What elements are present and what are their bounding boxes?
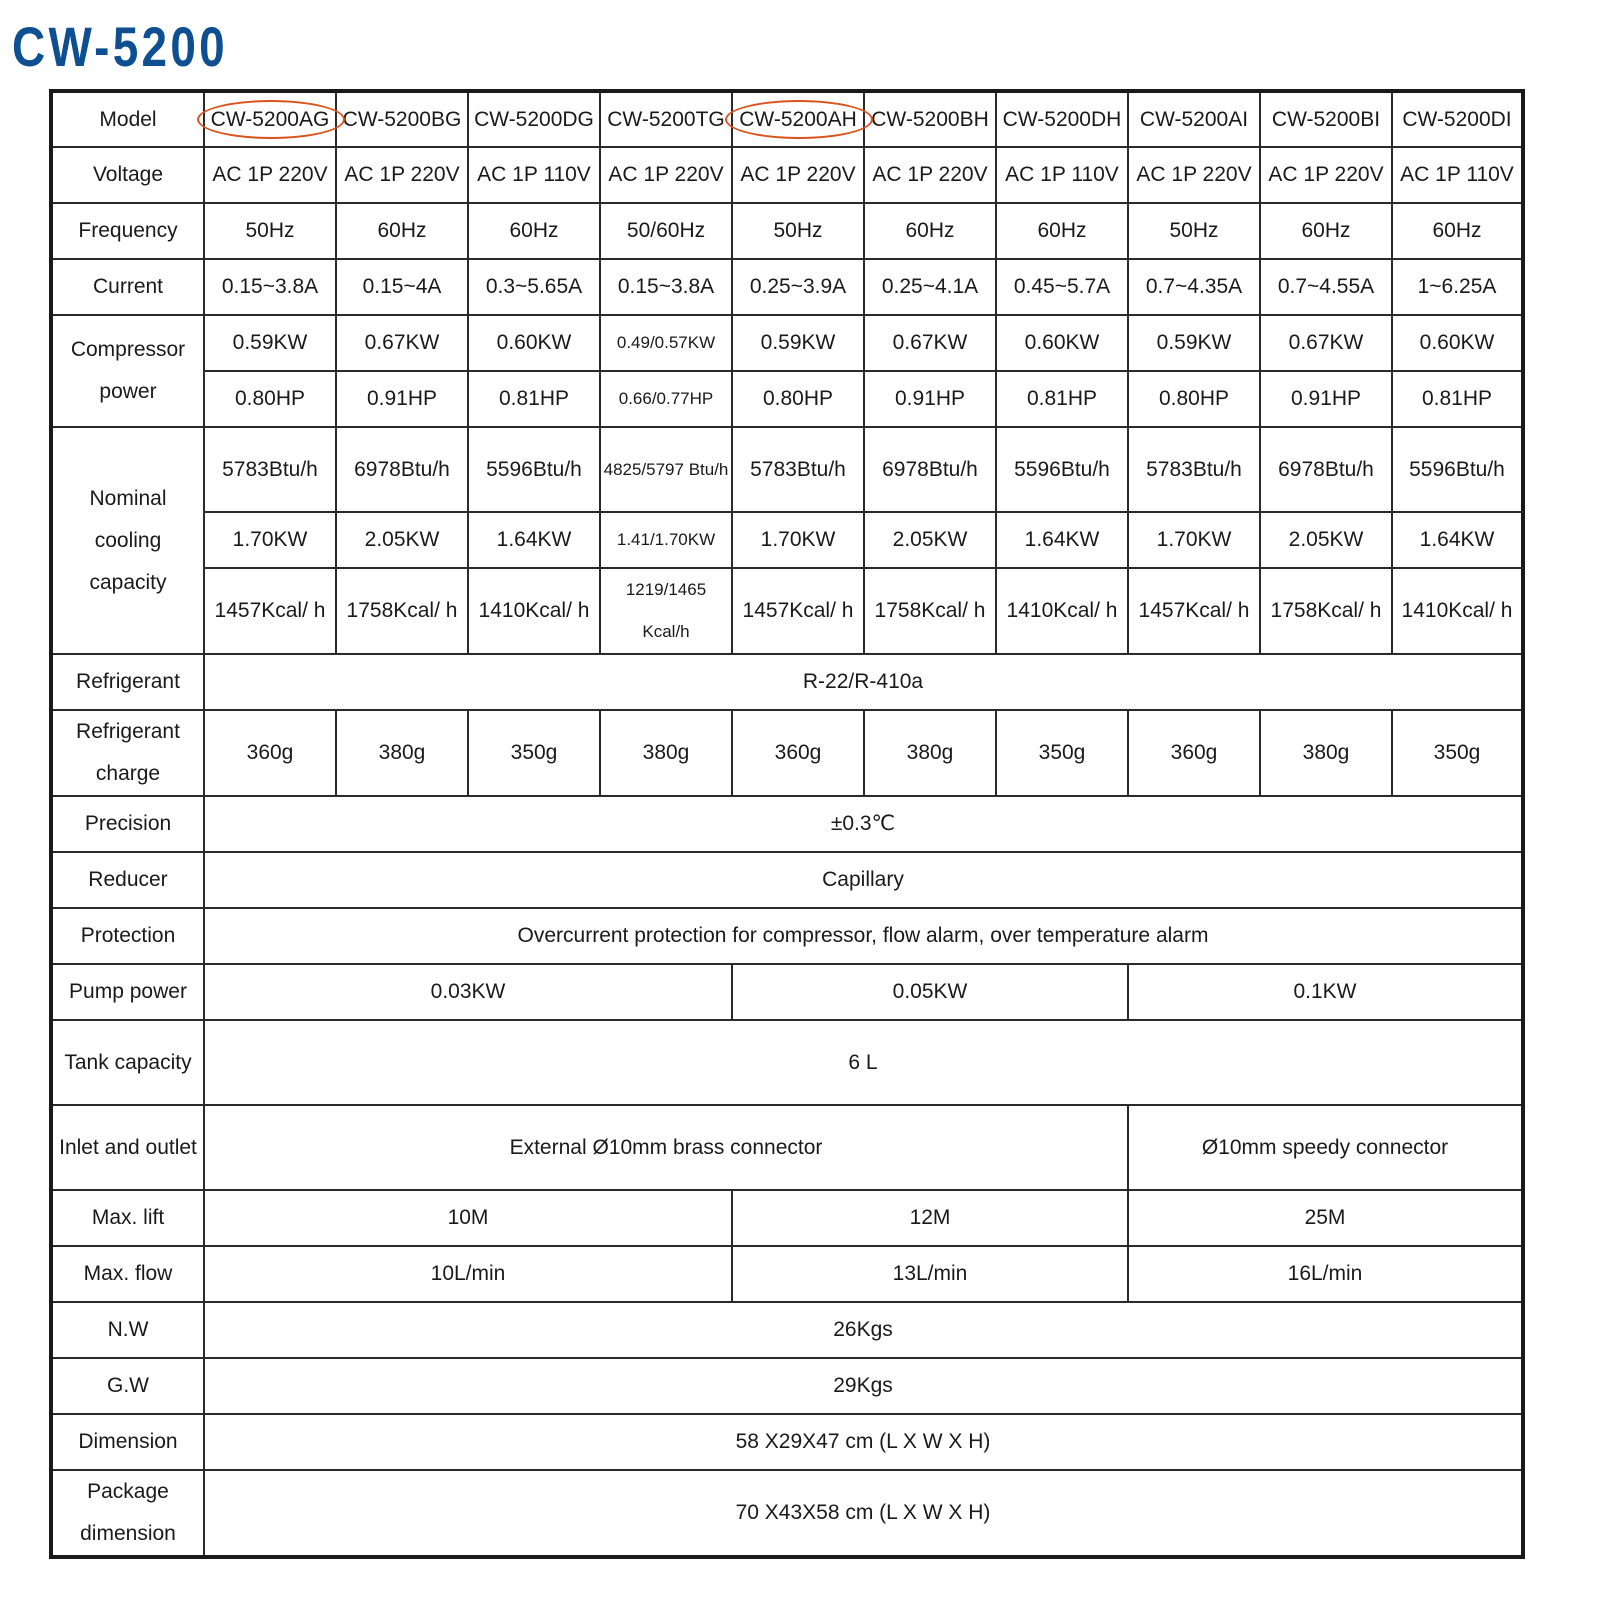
dimension-value: 58 X29X47 cm (L X W X H) [204, 1414, 1523, 1470]
package-dimension-value: 70 X43X58 cm (L X W X H) [204, 1470, 1523, 1557]
row-label-pump-power: Pump power [51, 964, 204, 1020]
row-label-model: Model [51, 91, 204, 147]
cooling-kcal-cell: 1219/1465 Kcal/h [600, 568, 732, 654]
row-label-nw: N.W [51, 1302, 204, 1358]
frequency-cell: 50Hz [1128, 203, 1260, 259]
cooling-kw-cell: 2.05KW [864, 512, 996, 568]
compressor-kw-cell: 0.59KW [732, 315, 864, 371]
cooling-kw-cell: 1.70KW [732, 512, 864, 568]
compressor-hp-cell: 0.80HP [1128, 371, 1260, 427]
model-cell [204, 91, 336, 147]
cooling-kw-cell: 1.64KW [1392, 512, 1523, 568]
row-label-inlet-outlet: Inlet and outlet [51, 1105, 204, 1190]
current-cell: 0.25~3.9A [732, 259, 864, 315]
row-label-reducer: Reducer [51, 852, 204, 908]
refrigerant-charge-cell: 350g [1392, 710, 1523, 796]
cooling-kcal-cell: 1457Kcal/ h [204, 568, 336, 654]
frequency-cell: 60Hz [1392, 203, 1523, 259]
compressor-kw-row [51, 315, 1523, 371]
voltage-cell: AC 1P 220V [732, 147, 864, 203]
cooling-btu-cell: 5783Btu/h [1128, 427, 1260, 512]
tank-capacity-row [51, 1020, 1523, 1105]
voltage-cell: AC 1P 220V [1128, 147, 1260, 203]
current-cell: 0.45~5.7A [996, 259, 1128, 315]
frequency-cell: 60Hz [468, 203, 600, 259]
nw-value: 26Kgs [204, 1302, 1523, 1358]
voltage-cell: AC 1P 220V [204, 147, 336, 203]
cooling-kw-cell: 1.70KW [204, 512, 336, 568]
compressor-hp-cell: 0.81HP [468, 371, 600, 427]
model-cell [732, 91, 864, 147]
compressor-kw-cell: 0.60KW [996, 315, 1128, 371]
compressor-kw-cell: 0.49/0.57KW [600, 315, 732, 371]
cooling-kcal-cell: 1410Kcal/ h [468, 568, 600, 654]
compressor-kw-cell: 0.60KW [1392, 315, 1523, 371]
reducer-row [51, 852, 1523, 908]
max-flow-cell: 13L/min [732, 1246, 1128, 1302]
compressor-hp-row [51, 371, 1523, 427]
current-cell: 0.15~3.8A [600, 259, 732, 315]
max-lift-row [51, 1190, 1523, 1246]
row-label-voltage: Voltage [51, 147, 204, 203]
frequency-cell: 60Hz [336, 203, 468, 259]
compressor-kw-cell: 0.59KW [1128, 315, 1260, 371]
current-cell: 0.3~5.65A [468, 259, 600, 315]
gw-row [51, 1358, 1523, 1414]
model-cell: CW-5200DG [468, 91, 600, 147]
cooling-kw-cell: 1.41/1.70KW [600, 512, 732, 568]
row-label-precision: Precision [51, 796, 204, 852]
cooling-kw-cell: 1.70KW [1128, 512, 1260, 568]
compressor-kw-cell: 0.60KW [468, 315, 600, 371]
row-label-current: Current [51, 259, 204, 315]
refrigerant-charge-cell: 360g [204, 710, 336, 796]
cooling-kcal-cell: 1457Kcal/ h [1128, 568, 1260, 654]
current-cell: 0.7~4.55A [1260, 259, 1392, 315]
row-label-refrigerant-charge: Refrigerant charge [51, 710, 204, 796]
voltage-row [51, 147, 1523, 203]
max-lift-cell: 25M [1128, 1190, 1523, 1246]
cooling-btu-cell: 6978Btu/h [864, 427, 996, 512]
max-lift-cell: 10M [204, 1190, 732, 1246]
current-cell: 0.7~4.35A [1128, 259, 1260, 315]
voltage-cell: AC 1P 220V [864, 147, 996, 203]
row-label-tank-capacity: Tank capacity [51, 1020, 204, 1105]
compressor-kw-cell: 0.59KW [204, 315, 336, 371]
pump-power-cell: 0.1KW [1128, 964, 1523, 1020]
refrigerant-charge-cell: 380g [1260, 710, 1392, 796]
compressor-hp-cell: 0.91HP [864, 371, 996, 427]
inlet-outlet-cell: Ø10mm speedy connector [1128, 1105, 1523, 1190]
current-cell: 0.15~3.8A [204, 259, 336, 315]
page-title: CW-5200 [12, 15, 228, 78]
model-cell: CW-5200AI [1128, 91, 1260, 147]
inlet-outlet-row [51, 1105, 1523, 1190]
max-flow-row [51, 1246, 1523, 1302]
spec-table [49, 89, 1525, 1559]
voltage-cell: AC 1P 220V [1260, 147, 1392, 203]
cooling-btu-cell: 5596Btu/h [1392, 427, 1523, 512]
cooling-btu-row [51, 427, 1523, 512]
voltage-cell: AC 1P 110V [996, 147, 1128, 203]
dimension-row [51, 1414, 1523, 1470]
model-row [51, 91, 1523, 147]
refrigerant-charge-cell: 380g [600, 710, 732, 796]
model-name: CW-5200AG [210, 107, 330, 131]
gw-value: 29Kgs [204, 1358, 1523, 1414]
protection-row [51, 908, 1523, 964]
frequency-cell: 50Hz [204, 203, 336, 259]
row-label-dimension: Dimension [51, 1414, 204, 1470]
cooling-kw-cell: 2.05KW [1260, 512, 1392, 568]
refrigerant-value: R-22/R-410a [204, 654, 1523, 710]
max-flow-cell: 10L/min [204, 1246, 732, 1302]
current-cell: 0.25~4.1A [864, 259, 996, 315]
cooling-btu-cell: 5596Btu/h [468, 427, 600, 512]
refrigerant-charge-cell: 380g [864, 710, 996, 796]
refrigerant-row [51, 654, 1523, 710]
cooling-kcal-cell: 1410Kcal/ h [996, 568, 1128, 654]
pump-power-cell: 0.03KW [204, 964, 732, 1020]
cooling-btu-cell: 4825/5797 Btu/h [600, 427, 732, 512]
precision-value: ±0.3℃ [204, 796, 1523, 852]
cooling-kcal-cell: 1758Kcal/ h [1260, 568, 1392, 654]
cooling-kw-cell: 1.64KW [468, 512, 600, 568]
compressor-kw-cell: 0.67KW [1260, 315, 1392, 371]
pump-power-row [51, 964, 1523, 1020]
pump-power-cell: 0.05KW [732, 964, 1128, 1020]
frequency-row [51, 203, 1523, 259]
model-cell: CW-5200BI [1260, 91, 1392, 147]
model-cell: CW-5200DI [1392, 91, 1523, 147]
frequency-cell: 50Hz [732, 203, 864, 259]
refrigerant-charge-cell: 350g [996, 710, 1128, 796]
refrigerant-charge-row [51, 710, 1523, 796]
compressor-kw-cell: 0.67KW [864, 315, 996, 371]
row-label-protection: Protection [51, 908, 204, 964]
cooling-btu-cell: 5783Btu/h [732, 427, 864, 512]
row-label-nominal-cooling-capacity: Nominal cooling capacity [51, 427, 204, 654]
model-cell: CW-5200BG [336, 91, 468, 147]
current-row [51, 259, 1523, 315]
frequency-cell: 60Hz [1260, 203, 1392, 259]
cooling-kcal-cell: 1457Kcal/ h [732, 568, 864, 654]
compressor-hp-cell: 0.80HP [732, 371, 864, 427]
cooling-kcal-row [51, 568, 1523, 654]
row-label-max-flow: Max. flow [51, 1246, 204, 1302]
max-lift-cell: 12M [732, 1190, 1128, 1246]
cooling-btu-cell: 6978Btu/h [1260, 427, 1392, 512]
compressor-hp-cell: 0.91HP [1260, 371, 1392, 427]
voltage-cell: AC 1P 110V [1392, 147, 1523, 203]
cooling-kcal-cell: 1410Kcal/ h [1392, 568, 1523, 654]
model-name: CW-5200AH [739, 107, 857, 131]
cooling-btu-cell: 5596Btu/h [996, 427, 1128, 512]
row-label-frequency: Frequency [51, 203, 204, 259]
cooling-kcal-cell: 1758Kcal/ h [336, 568, 468, 654]
refrigerant-charge-cell: 380g [336, 710, 468, 796]
row-label-max-lift: Max. lift [51, 1190, 204, 1246]
cooling-kw-cell: 1.64KW [996, 512, 1128, 568]
voltage-cell: AC 1P 110V [468, 147, 600, 203]
model-cell: CW-5200DH [996, 91, 1128, 147]
frequency-cell: 60Hz [864, 203, 996, 259]
max-flow-cell: 16L/min [1128, 1246, 1523, 1302]
compressor-hp-cell: 0.80HP [204, 371, 336, 427]
compressor-hp-cell: 0.81HP [996, 371, 1128, 427]
compressor-hp-cell: 0.91HP [336, 371, 468, 427]
voltage-cell: AC 1P 220V [600, 147, 732, 203]
refrigerant-charge-cell: 350g [468, 710, 600, 796]
row-label-gw: G.W [51, 1358, 204, 1414]
protection-value: Overcurrent protection for compressor, flow alarm, over temperature alarm [204, 908, 1523, 964]
package-dimension-row [51, 1470, 1523, 1557]
model-cell: CW-5200BH [864, 91, 996, 147]
frequency-cell: 50/60Hz [600, 203, 732, 259]
cooling-kw-row [51, 512, 1523, 568]
frequency-cell: 60Hz [996, 203, 1128, 259]
voltage-cell: AC 1P 220V [336, 147, 468, 203]
inlet-outlet-cell: External Ø10mm brass connector [204, 1105, 1128, 1190]
refrigerant-charge-cell: 360g [1128, 710, 1260, 796]
model-cell: CW-5200TG [600, 91, 732, 147]
row-label-compressor-power: Compressor power [51, 315, 204, 427]
cooling-kcal-cell: 1758Kcal/ h [864, 568, 996, 654]
compressor-kw-cell: 0.67KW [336, 315, 468, 371]
nw-row [51, 1302, 1523, 1358]
reducer-value: Capillary [204, 852, 1523, 908]
refrigerant-charge-cell: 360g [732, 710, 864, 796]
cooling-btu-cell: 5783Btu/h [204, 427, 336, 512]
cooling-kw-cell: 2.05KW [336, 512, 468, 568]
precision-row [51, 796, 1523, 852]
row-label-package-dimension: Package dimension [51, 1470, 204, 1557]
compressor-hp-cell: 0.66/0.77HP [600, 371, 732, 427]
current-cell: 1~6.25A [1392, 259, 1523, 315]
row-label-refrigerant: Refrigerant [51, 654, 204, 710]
current-cell: 0.15~4A [336, 259, 468, 315]
compressor-hp-cell: 0.81HP [1392, 371, 1523, 427]
cooling-btu-cell: 6978Btu/h [336, 427, 468, 512]
tank-capacity-value: 6 L [204, 1020, 1523, 1105]
